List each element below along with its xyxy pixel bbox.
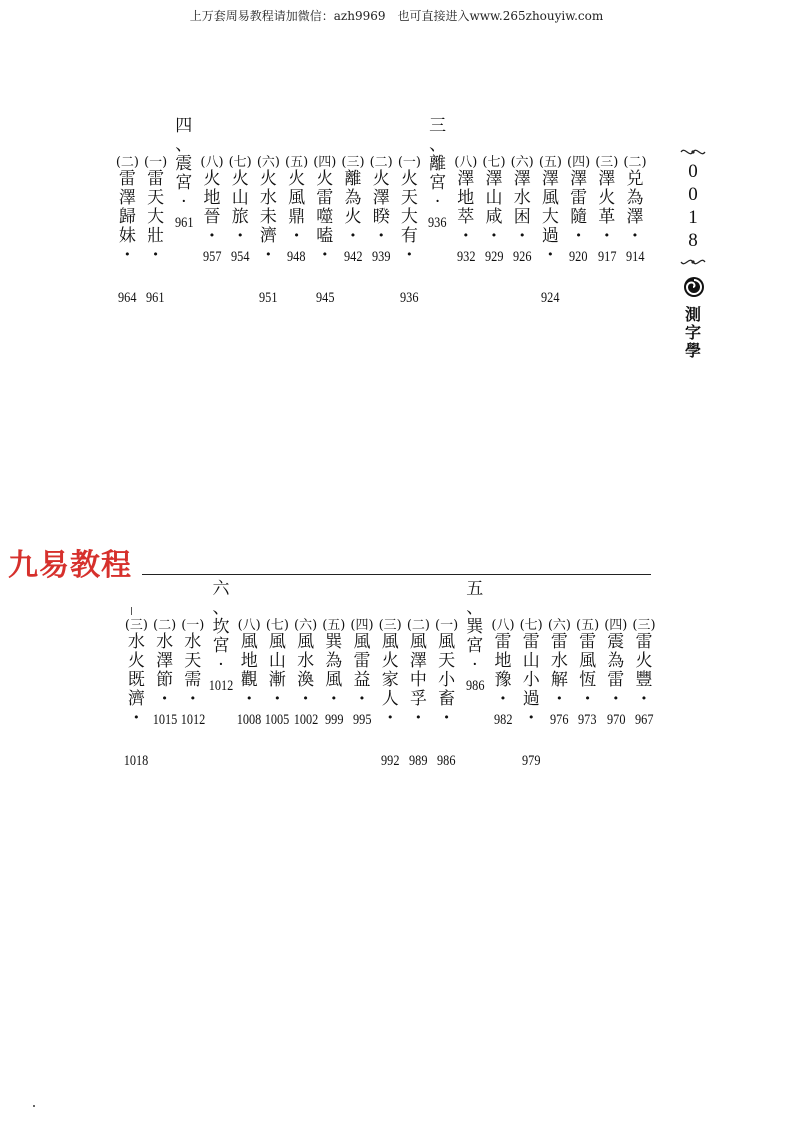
entry-dot: ·	[387, 708, 394, 728]
toc-entry	[227, 155, 253, 268]
entry-char: 漸	[268, 670, 286, 690]
entry-dot: ·	[547, 245, 554, 265]
toc-entry	[293, 618, 319, 731]
entry-index: (六)	[547, 618, 571, 633]
entry-char: 噬	[316, 207, 334, 227]
entry-char: 大	[541, 207, 559, 227]
section-heading	[425, 117, 451, 234]
entry-dot: ·	[584, 689, 591, 709]
watermark-banner: 上万套周易教程请加微信：azh9969 也可直接进入www.265zhouyiw.com	[189, 9, 604, 23]
entry-char: 水	[550, 651, 568, 671]
entry-char: 天	[400, 188, 418, 208]
entry-page: 924	[541, 290, 560, 306]
entry-index: (七)	[228, 155, 252, 170]
toc-entry	[199, 155, 225, 268]
entry-char: 山	[268, 651, 286, 671]
entry-index: (三)	[378, 618, 402, 633]
entry-char: 水	[259, 188, 277, 208]
entry-char: 天	[438, 651, 456, 671]
entry-char: 家	[381, 670, 399, 690]
section-page: 1012	[208, 678, 234, 694]
entry-index: (七)	[482, 155, 506, 170]
entry-char: 火	[598, 188, 616, 208]
entry-dot: ·	[265, 245, 272, 265]
entry-char: 旅	[231, 207, 249, 227]
entry-char: 節	[156, 670, 174, 690]
page-number-digit: 8	[688, 230, 698, 251]
entry-page: 1002	[293, 712, 318, 728]
section-dot: ·	[181, 192, 187, 212]
section-dot: ·	[218, 655, 224, 675]
toc-entry	[490, 618, 516, 731]
entry-dot: ·	[632, 226, 638, 246]
entry-index: (五)	[538, 155, 562, 170]
entry-index: (四)	[604, 618, 628, 633]
section-page: 936	[428, 215, 447, 231]
entry-char: 山	[522, 651, 540, 671]
entry-char: 小	[438, 670, 456, 690]
entry-char: 為	[344, 188, 362, 208]
entry-page: 992	[380, 753, 400, 769]
entry-index: (二)	[369, 155, 393, 170]
entry-char: 豫	[494, 670, 512, 690]
entry-char: 兑	[626, 169, 644, 189]
entry-dot: ·	[462, 226, 469, 246]
entry-char: 火	[203, 169, 221, 189]
entry-page: 995	[352, 712, 372, 728]
entry-char: 晉	[203, 207, 221, 227]
entry-char: 鼎	[288, 207, 306, 227]
entry-char: 孚	[409, 689, 427, 709]
entry-index: (七)	[265, 618, 289, 633]
entry-page: 929	[484, 249, 504, 265]
entry-char: 火	[231, 169, 249, 189]
entry-char: 雷	[118, 169, 136, 189]
section-title-char: 宮	[429, 173, 447, 193]
page-number-digit: 0	[688, 161, 698, 182]
section-title-char: 坎	[212, 617, 230, 637]
entry-char: 風	[297, 632, 315, 652]
entry-char: 地	[457, 188, 475, 208]
entry-char: 天	[184, 651, 202, 671]
entry-index: (八)	[491, 618, 515, 633]
toc-entry	[123, 618, 149, 772]
toc-entry	[603, 618, 629, 731]
entry-index: (四)	[567, 155, 591, 170]
entry-index: (一)	[144, 155, 168, 170]
entry-char: 壯	[147, 226, 165, 246]
entry-dot: ·	[302, 689, 309, 709]
entry-char: 山	[231, 188, 249, 208]
section-title-char: 宮	[175, 173, 193, 193]
entry-dot: ·	[161, 689, 168, 709]
entry-char: 人	[381, 689, 399, 709]
entry-char: 地	[203, 188, 221, 208]
section-number: 四	[175, 116, 193, 136]
toc-entry	[434, 618, 460, 772]
entry-index: (三)	[341, 155, 365, 170]
entry-page: 982	[493, 712, 513, 728]
entry-char: 風	[541, 188, 559, 208]
entry-dot: ·	[152, 245, 159, 265]
entry-index: (五)	[576, 618, 600, 633]
entry-index: (四)	[350, 618, 374, 633]
toc-entry	[481, 155, 507, 268]
entry-dot: ·	[612, 689, 619, 709]
entry-char: 風	[325, 670, 343, 690]
entry-char: 嗑	[316, 226, 334, 246]
entry-dot: ·	[575, 226, 582, 246]
entry-dot: ·	[519, 226, 526, 246]
entry-char: 澤	[118, 188, 136, 208]
section-title-char: 離	[429, 154, 447, 174]
entry-char: 解	[550, 670, 568, 690]
top-ornament-icon	[680, 146, 706, 158]
entry-page: 957	[202, 249, 222, 265]
entry-char: 既	[127, 670, 145, 690]
entry-dot: ·	[133, 708, 140, 728]
page-number-digit: 1	[688, 207, 698, 228]
entry-char: 離	[344, 169, 362, 189]
entry-char: 未	[259, 207, 277, 227]
section-dot: ·	[472, 655, 478, 675]
toc-entry	[594, 155, 620, 268]
entry-char: 火	[381, 651, 399, 671]
entry-dot: ·	[359, 689, 365, 709]
toc-entry	[405, 618, 431, 772]
entry-char: 風	[240, 632, 258, 652]
entry-page: 961	[146, 290, 165, 306]
entry-char: 有	[400, 226, 418, 246]
entry-char: 風	[409, 632, 427, 652]
entry-index: (五)	[322, 618, 346, 633]
entry-dot: ·	[246, 689, 253, 709]
section-dot: ·	[434, 192, 441, 212]
entry-char: 巽	[325, 632, 343, 652]
entry-page: 979	[521, 753, 541, 769]
entry-index: (六)	[510, 155, 534, 170]
section-title-char: 震	[175, 154, 193, 174]
toc-entry	[368, 155, 394, 268]
toc-entry	[377, 618, 403, 772]
toc-entry	[180, 618, 206, 731]
entry-dot: ·	[378, 226, 385, 246]
entry-char: 風	[268, 632, 286, 652]
entry-dot: ·	[556, 689, 563, 709]
entry-char: 為	[626, 188, 644, 208]
entry-page: 970	[606, 712, 626, 728]
entry-char: 水	[297, 651, 315, 671]
entry-char: 小	[522, 670, 540, 690]
entry-index: (二)	[115, 155, 139, 170]
entry-char: 妹	[118, 226, 136, 246]
entry-dot: ·	[124, 245, 131, 265]
entry-char: 隨	[570, 207, 588, 227]
toc-entry	[631, 618, 657, 731]
entry-char: 風	[579, 651, 597, 671]
section-separator: 、	[429, 135, 447, 155]
section-separator: 、	[212, 598, 230, 618]
entry-page: 1012	[180, 712, 206, 728]
entry-dot: ·	[350, 226, 356, 246]
entry-char: 益	[353, 670, 371, 690]
entry-index: (一)	[181, 618, 205, 633]
entry-dot: ·	[406, 245, 413, 265]
toc-entry	[255, 155, 281, 309]
entry-char: 雷	[147, 169, 165, 189]
entry-char: 雷	[494, 632, 512, 652]
entry-char: 風	[381, 632, 399, 652]
swirl-icon	[683, 276, 705, 298]
entry-index: (五)	[285, 155, 309, 170]
entry-char: 為	[607, 651, 625, 671]
entry-char: 濟	[127, 689, 145, 709]
entry-char: 山	[485, 188, 503, 208]
entry-index: (四)	[313, 155, 337, 170]
entry-char: 火	[344, 207, 362, 227]
entry-page: 926	[512, 249, 532, 265]
entry-char: 火	[372, 169, 390, 189]
bottom-ornament-icon	[680, 256, 706, 268]
entry-char: 火	[316, 169, 334, 189]
sidebar-book-title: 測字學	[684, 305, 701, 360]
entry-char: 雷	[635, 632, 653, 652]
toc-entry	[546, 618, 572, 731]
toc-entry	[566, 155, 592, 268]
entry-page: 986	[437, 753, 456, 769]
section-number: 五	[466, 579, 484, 599]
entry-index: (七)	[519, 618, 543, 633]
entry-char: 過	[541, 226, 559, 246]
entry-index: (三)	[595, 155, 619, 170]
toc-entry	[312, 155, 338, 309]
entry-char: 風	[353, 632, 371, 652]
scan-dot	[33, 1105, 35, 1107]
entry-char: 大	[147, 207, 165, 227]
entry-char: 雷	[570, 188, 588, 208]
toc-entry	[453, 155, 479, 268]
entry-page: 942	[343, 249, 363, 265]
entry-char: 火	[127, 651, 145, 671]
entry-index: (一)	[435, 618, 459, 633]
section-heading	[208, 580, 234, 697]
entry-dot: ·	[237, 226, 244, 246]
toc-entry	[284, 155, 310, 268]
toc-entry	[575, 618, 601, 731]
entry-index: (三)	[124, 618, 148, 633]
margin-tick	[131, 607, 132, 615]
toc-entry	[321, 618, 347, 731]
entry-char: 澤	[485, 169, 503, 189]
entry-char: 澤	[570, 169, 588, 189]
section-page: 961	[174, 215, 194, 231]
entry-char: 大	[400, 207, 418, 227]
entry-index: (八)	[237, 618, 261, 633]
entry-char: 澤	[541, 169, 559, 189]
entry-char: 水	[513, 188, 531, 208]
entry-char: 天	[147, 188, 165, 208]
entry-dot: ·	[500, 689, 506, 709]
entry-char: 澤	[513, 169, 531, 189]
entry-char: 雷	[353, 651, 371, 671]
entry-char: 萃	[457, 207, 475, 227]
toc-entry	[349, 618, 375, 731]
entry-page: 936	[400, 290, 419, 306]
entry-char: 震	[607, 632, 625, 652]
entry-dot: ·	[415, 708, 422, 728]
entry-char: 恆	[579, 670, 597, 690]
page-number-digit: 0	[688, 184, 698, 205]
entry-char: 地	[494, 651, 512, 671]
entry-char: 需	[184, 670, 202, 690]
entry-char: 地	[240, 651, 258, 671]
entry-char: 水	[184, 632, 202, 652]
entry-index: (八)	[200, 155, 224, 170]
entry-page: 945	[315, 290, 335, 306]
toc-entry	[340, 155, 366, 268]
entry-dot: ·	[443, 708, 450, 728]
entry-page: 964	[118, 290, 137, 306]
entry-page: 976	[550, 712, 569, 728]
entry-char: 為	[325, 651, 343, 671]
entry-char: 歸	[118, 207, 136, 227]
entry-char: 過	[522, 689, 540, 709]
toc-entry	[143, 155, 169, 309]
entry-index: (一)	[397, 155, 421, 170]
entry-dot: ·	[293, 226, 300, 246]
entry-char: 澤	[457, 169, 475, 189]
entry-dot: ·	[189, 689, 196, 709]
section-number: 三	[429, 116, 447, 136]
entry-char: 風	[438, 632, 456, 652]
entry-char: 雷	[550, 632, 568, 652]
entry-page: 1018	[124, 753, 149, 769]
entry-page: 1005	[265, 712, 290, 728]
entry-page: 1015	[152, 712, 177, 728]
entry-page: 954	[230, 249, 250, 265]
entry-index: (八)	[454, 155, 478, 170]
section-title-char: 宮	[212, 636, 230, 656]
toc-entry	[264, 618, 290, 731]
entry-char: 澤	[626, 207, 644, 227]
brand-divider-line	[142, 574, 651, 575]
entry-dot: ·	[330, 689, 337, 709]
toc-entry	[537, 155, 563, 309]
entry-char: 中	[409, 670, 427, 690]
entry-char: 澤	[372, 188, 390, 208]
entry-page: 967	[634, 712, 654, 728]
toc-entry	[622, 155, 648, 268]
entry-page: 999	[324, 712, 344, 728]
entry-dot: ·	[603, 226, 610, 246]
entry-char: 觀	[240, 670, 258, 690]
entry-char: 濟	[259, 226, 277, 246]
section-title-char: 宮	[466, 636, 484, 656]
section-separator: 、	[175, 135, 193, 155]
entry-dot: ·	[209, 226, 215, 246]
toc-entry	[236, 618, 262, 731]
entry-char: 火	[400, 169, 418, 189]
entry-dot: ·	[321, 245, 328, 265]
entry-char: 咸	[485, 207, 503, 227]
entry-index: (二)	[406, 618, 430, 633]
entry-char: 水	[127, 632, 145, 652]
entry-char: 革	[598, 207, 616, 227]
toc-entry	[114, 155, 140, 309]
entry-index: (六)	[294, 618, 318, 633]
toc-entry	[509, 155, 535, 268]
entry-char: 火	[635, 651, 653, 671]
entry-page: 1008	[236, 712, 262, 728]
toc-entry	[152, 618, 178, 731]
toc-entry	[518, 618, 544, 772]
entry-index: (二)	[153, 618, 177, 633]
entry-page: 989	[409, 753, 428, 769]
entry-index: (三)	[632, 618, 656, 633]
entry-page: 939	[371, 249, 391, 265]
entry-dot: ·	[528, 708, 535, 728]
entry-page: 920	[569, 249, 588, 265]
entry-char: 困	[513, 207, 531, 227]
entry-page: 973	[578, 712, 597, 728]
entry-page: 948	[287, 249, 306, 265]
entry-dot: ·	[274, 689, 281, 709]
entry-char: 雷	[579, 632, 597, 652]
entry-char: 雷	[522, 632, 540, 652]
section-heading	[171, 117, 197, 234]
entry-char: 雷	[607, 670, 625, 690]
entry-char: 火	[288, 169, 306, 189]
entry-char: 澤	[156, 651, 174, 671]
entry-char: 水	[156, 632, 174, 652]
section-page: 986	[465, 678, 485, 694]
entry-page: 951	[259, 290, 278, 306]
section-number: 六	[212, 579, 230, 599]
entry-page: 914	[625, 249, 645, 265]
entry-page: 917	[597, 249, 617, 265]
entry-char: 火	[259, 169, 277, 189]
section-heading	[462, 580, 488, 697]
entry-index: (六)	[256, 155, 280, 170]
toc-entry	[396, 155, 422, 309]
entry-char: 風	[288, 188, 306, 208]
section-separator: 、	[466, 598, 484, 618]
entry-char: 雷	[316, 188, 334, 208]
entry-dot: ·	[491, 226, 497, 246]
entry-index: (二)	[623, 155, 647, 170]
entry-char: 澤	[598, 169, 616, 189]
section-title-char: 巽	[466, 617, 484, 637]
entry-char: 豐	[635, 670, 653, 690]
brand-logo-text: 九易教程	[8, 548, 132, 583]
entry-char: 睽	[372, 207, 390, 227]
entry-dot: ·	[641, 689, 647, 709]
entry-char: 渙	[297, 670, 315, 690]
entry-char: 澤	[409, 651, 427, 671]
entry-page: 932	[456, 249, 476, 265]
entry-char: 畜	[438, 689, 456, 709]
